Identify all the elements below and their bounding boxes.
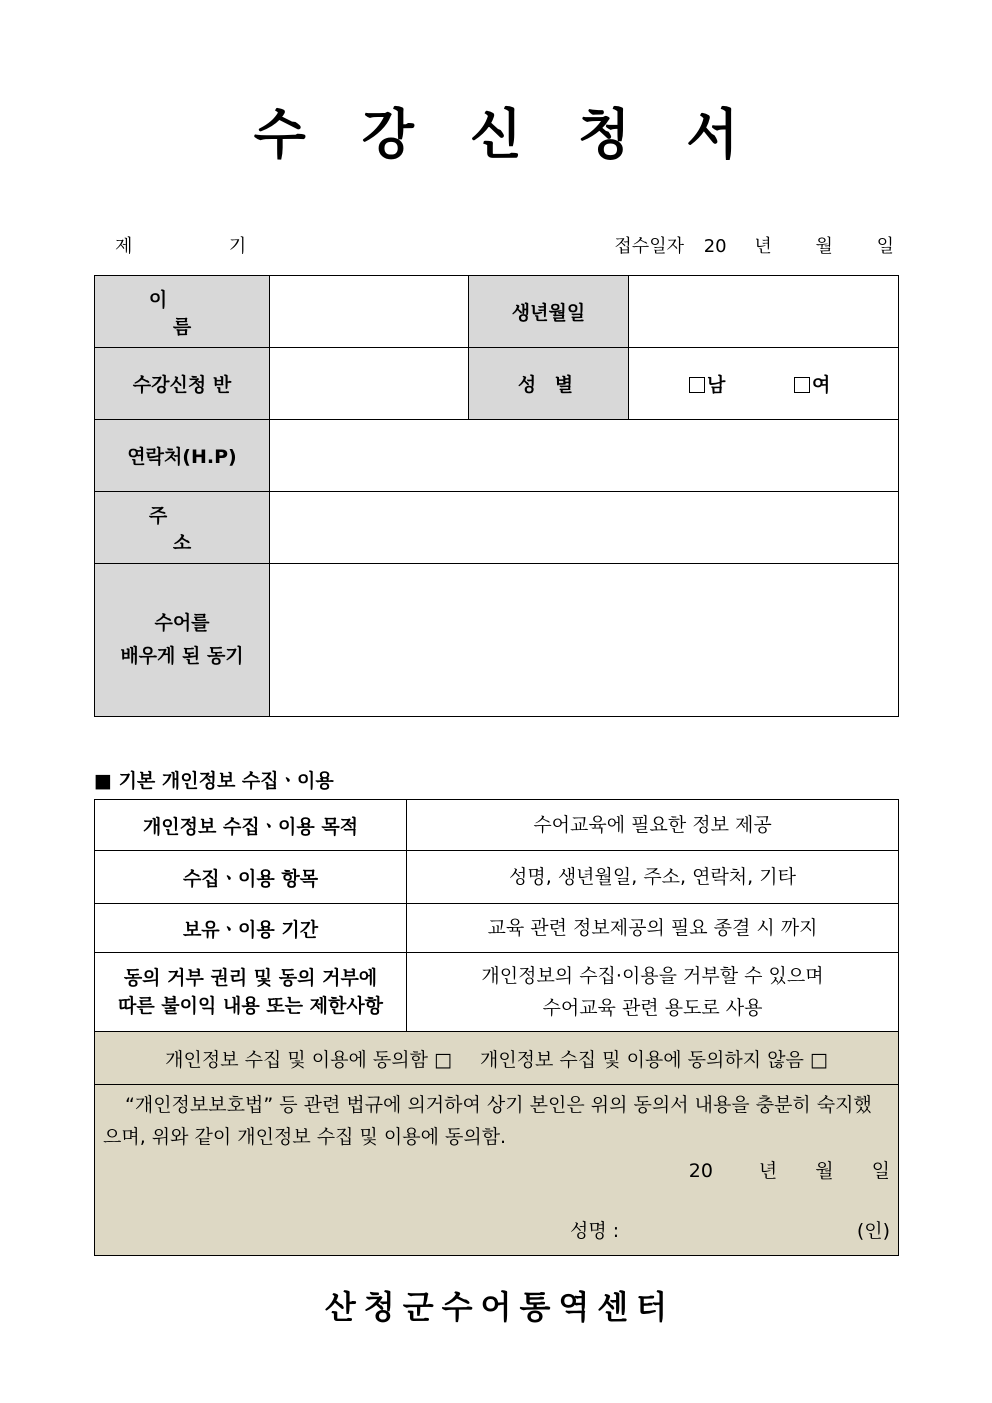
female-checkbox[interactable]: [794, 377, 810, 393]
purpose-key: 개인정보 수집ㆍ이용 목적: [95, 800, 407, 851]
privacy-heading: ■ 기본 개인정보 수집ㆍ이용: [94, 770, 334, 792]
receipt-year: 년: [754, 236, 772, 257]
motive-field[interactable]: [270, 564, 899, 717]
privacy-table: [94, 799, 899, 1256]
term-prefix: 제: [115, 236, 133, 257]
gender-female-option[interactable]: 여: [794, 374, 830, 396]
declaration-cell: [95, 1085, 899, 1256]
birth-field[interactable]: [629, 276, 899, 348]
address-field[interactable]: [270, 492, 899, 564]
name-field[interactable]: [270, 276, 469, 348]
consent-row: [95, 1032, 899, 1085]
disagree-option[interactable]: 개인정보 수집 및 이용에 동의하지 않음 □: [479, 1048, 828, 1071]
phone-label: 연락처(H.P): [95, 420, 270, 492]
seal-label: (인): [856, 1220, 890, 1242]
period-value: 교육 관련 정보제공의 필요 종결 시 까지: [407, 904, 899, 953]
period-key: 보유ㆍ이용 기간: [95, 904, 407, 953]
phone-field[interactable]: [270, 420, 899, 492]
male-checkbox[interactable]: [689, 377, 705, 393]
gender-field: [629, 348, 899, 420]
org-name: 산청군수어통역센터: [324, 1288, 676, 1326]
refusal-key: 동의 거부 권리 및 동의 거부에 따른 불이익 내용 또는 제한사항: [95, 953, 407, 1032]
applicant-table: [94, 275, 899, 717]
items-key: 수집ㆍ이용 항목: [95, 851, 407, 904]
declaration-text: “개인정보보호법” 등 관련 법규에 의거하여 상기 본인은 위의 동의서 내용을 충분히 숙지했으며, 위와 같이 개인정보 수집 및 이용에 동의함.: [103, 1094, 872, 1148]
agree-option[interactable]: 개인정보 수집 및 이용에 동의함 □: [165, 1048, 452, 1071]
receipt-day: 일: [876, 236, 894, 257]
declaration-date: 20 년 월 일: [688, 1160, 890, 1182]
gender-male-option[interactable]: 남: [689, 374, 725, 396]
term-field: [115, 232, 246, 258]
receipt-year-prefix: 20: [703, 236, 727, 257]
page-title: 수강신청서: [253, 103, 795, 166]
purpose-value: 수어교육에 필요한 정보 제공: [407, 800, 899, 851]
signature-label: 성명 :: [570, 1220, 620, 1242]
receipt-month: 월: [815, 236, 833, 257]
name-label: 이 름: [95, 276, 270, 348]
address-label: 주 소: [95, 492, 270, 564]
items-value: 성명, 생년월일, 주소, 연락처, 기타: [407, 851, 899, 904]
class-field[interactable]: [270, 348, 469, 420]
birth-label: 생년월일: [469, 276, 629, 348]
receipt-date-label: 접수일자: [614, 236, 684, 257]
term-suffix: 기: [228, 236, 247, 257]
motive-label: 수어를 배우게 된 동기: [95, 564, 270, 717]
class-label: 수강신청 반: [95, 348, 270, 420]
refusal-value: 개인정보의 수집·이용을 거부할 수 있으며 수어교육 관련 용도로 사용: [407, 953, 899, 1032]
receipt-date: [614, 232, 894, 258]
gender-label: 성 별: [469, 348, 629, 420]
